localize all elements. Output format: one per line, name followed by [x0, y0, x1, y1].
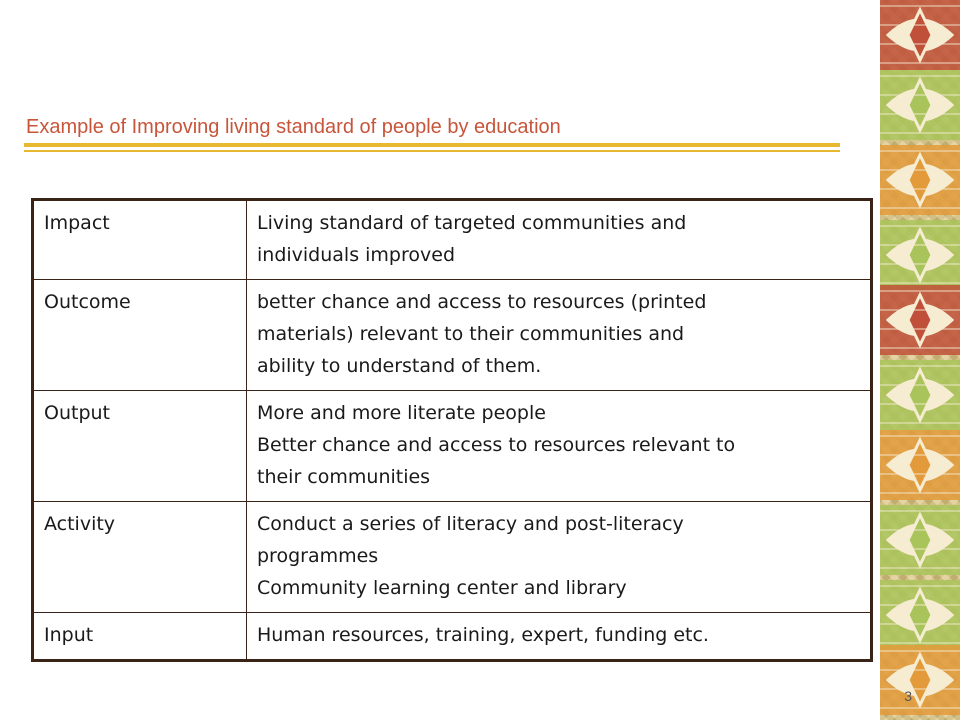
- tapa-motif-icon: [880, 285, 960, 355]
- tapa-pattern-band: [880, 70, 960, 140]
- tapa-motif-icon: [880, 70, 960, 140]
- row-line: programmes: [257, 545, 379, 567]
- title-underline-thin: [24, 150, 840, 152]
- tapa-pattern-band: [880, 145, 960, 215]
- results-framework-table: [31, 198, 873, 662]
- table-row: [33, 391, 872, 502]
- tapa-motif-icon: [880, 360, 960, 430]
- tapa-motif-icon: [880, 505, 960, 575]
- table-row: [33, 200, 872, 280]
- row-line: Human resources, training, expert, funding etc.: [257, 624, 709, 646]
- row-line: ability to understand of them.: [257, 355, 542, 377]
- title-underline: [24, 143, 840, 147]
- table-row: [33, 613, 872, 661]
- row-key: Impact: [33, 200, 247, 280]
- row-key: Output: [33, 391, 247, 502]
- tapa-motif-icon: [880, 645, 960, 715]
- row-line: materials) relevant to their communities and: [257, 323, 685, 345]
- row-value: [247, 502, 872, 613]
- row-value: [247, 200, 872, 280]
- table-row: [33, 502, 872, 613]
- row-key: Activity: [33, 502, 247, 613]
- row-value: [247, 391, 872, 502]
- row-line: individuals improved: [257, 244, 456, 266]
- row-line: More and more literate people: [257, 402, 546, 424]
- row-key: Outcome: [33, 280, 247, 391]
- tapa-pattern-band: [880, 505, 960, 575]
- row-value: [247, 613, 872, 661]
- tapa-pattern-band: [880, 285, 960, 355]
- tapa-pattern-band: [880, 0, 960, 70]
- page-number: 3: [904, 688, 912, 704]
- tapa-motif-icon: [880, 145, 960, 215]
- tapa-motif-icon: [880, 580, 960, 650]
- tapa-motif-icon: [880, 220, 960, 290]
- row-line: better chance and access to resources (printed: [257, 291, 707, 313]
- tapa-pattern-band: [880, 220, 960, 290]
- table-row: [33, 280, 872, 391]
- row-line: their communities: [257, 466, 431, 488]
- decorative-tapa-border: [880, 0, 960, 720]
- row-line: Conduct a series of literacy and post-literacy: [257, 513, 684, 535]
- tapa-motif-icon: [880, 0, 960, 70]
- tapa-pattern-band: [880, 580, 960, 650]
- slide-title: Example of Improving living standard of people by education: [26, 116, 561, 138]
- row-key: Input: [33, 613, 247, 661]
- row-line: Living standard of targeted communities and: [257, 212, 687, 234]
- tapa-pattern-band: [880, 430, 960, 500]
- row-line: Better chance and access to resources relevant to: [257, 434, 736, 456]
- tapa-pattern-band: [880, 360, 960, 430]
- row-line: Community learning center and library: [257, 577, 627, 599]
- tapa-pattern-band: [880, 645, 960, 715]
- tapa-motif-icon: [880, 430, 960, 500]
- row-value: [247, 280, 872, 391]
